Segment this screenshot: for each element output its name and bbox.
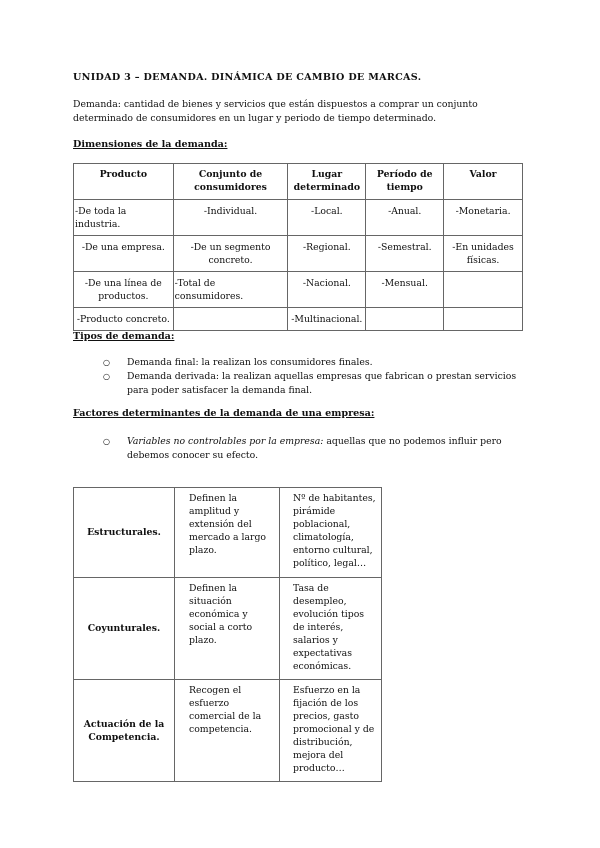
factor-examples: Nº de habitantes, pirámide poblacional, climatología, entorno cultural, político, legal…	[280, 488, 382, 578]
table-row	[74, 308, 523, 331]
table-cell: -Producto concreto.	[74, 308, 174, 331]
table-row	[74, 578, 382, 680]
factor-label: Estructurales.	[74, 488, 175, 578]
table-row	[74, 488, 382, 578]
table-cell: -Mensual.	[366, 272, 444, 308]
document-title: UNIDAD 3 – DEMANDA. DINÁMICA DE CAMBIO DE MARCAS.	[73, 72, 422, 83]
circle-bullet-icon: ○	[103, 358, 110, 367]
table-row	[74, 680, 382, 782]
table-row	[74, 200, 523, 236]
factor-label: Actuación de la Competencia.	[74, 680, 175, 782]
factor-description: Definen la amplitud y extensión del mercado a largo plazo.	[175, 488, 280, 578]
table-header-row	[74, 164, 523, 200]
table-cell: -Regional.	[288, 236, 366, 272]
table-cell	[444, 272, 523, 308]
header-periodo: Período de tiempo	[366, 164, 444, 200]
table-cell	[444, 308, 523, 331]
table-cell: -De una empresa.	[74, 236, 174, 272]
table-cell: -En unidades físicas.	[444, 236, 523, 272]
factor-examples: Esfuerzo en la fijación de los precios, gasto promocional y de distribución, mejora del producto…	[280, 680, 382, 782]
intro-paragraph: Demanda: cantidad de bienes y servicios que están dispuestos a comprar un conjunto determinado de consumidores en un lugar y periodo de tiempo determinado.	[73, 99, 478, 124]
table-cell: -Monetaria.	[444, 200, 523, 236]
header-conjunto-consumidores: Conjunto de consumidores	[173, 164, 288, 200]
table-cell	[366, 308, 444, 331]
table-cell	[173, 308, 288, 331]
table-row	[74, 272, 523, 308]
factores-table	[73, 487, 382, 782]
list-item-text	[127, 435, 523, 462]
list-item	[103, 370, 523, 397]
table-cell: -De una línea de productos.	[74, 272, 174, 308]
list-item	[103, 356, 523, 370]
table-cell: -De toda la industria.	[74, 200, 174, 236]
table-row	[74, 236, 523, 272]
header-valor: Valor	[444, 164, 523, 200]
factores-heading: Factores determinantes de la demanda de una empresa:	[73, 408, 375, 419]
variables-description: aquellas que no podemos influir pero debemos conocer su efecto.	[127, 436, 502, 461]
table-cell: -Multinacional.	[288, 308, 366, 331]
table-cell: -De un segmento concreto.	[173, 236, 288, 272]
table-cell: -Nacional.	[288, 272, 366, 308]
dimensiones-heading: Dimensiones de la demanda:	[73, 139, 228, 150]
list-item-text: Demanda derivada: la realizan aquellas empresas que fabrican o prestan servicios para poder satisfacer la demanda final.	[127, 371, 517, 396]
tipos-heading: Tipos de demanda:	[73, 331, 175, 342]
table-cell: -Anual.	[366, 200, 444, 236]
factor-description: Recogen el esfuerzo comercial de la competencia.	[175, 680, 280, 782]
factor-description: Definen la situación económica y social a corto plazo.	[175, 578, 280, 680]
factor-label: Coyunturales.	[74, 578, 175, 680]
list-item	[103, 435, 523, 462]
table-cell: -Total de consumidores.	[173, 272, 288, 308]
dimensiones-table	[73, 163, 523, 331]
circle-bullet-icon: ○	[103, 437, 110, 446]
list-item-text: Demanda final: la realizan los consumidores finales.	[127, 357, 373, 368]
header-producto: Producto	[74, 164, 174, 200]
variables-label: Variables no controlables por la empresa:	[127, 436, 324, 447]
factor-examples: Tasa de desempleo, evolución tipos de interés, salarios y expectativas económicas.	[280, 578, 382, 680]
table-cell: -Individual.	[173, 200, 288, 236]
table-cell: -Local.	[288, 200, 366, 236]
table-cell: -Semestral.	[366, 236, 444, 272]
header-lugar: Lugar determinado	[288, 164, 366, 200]
circle-bullet-icon: ○	[103, 372, 110, 381]
